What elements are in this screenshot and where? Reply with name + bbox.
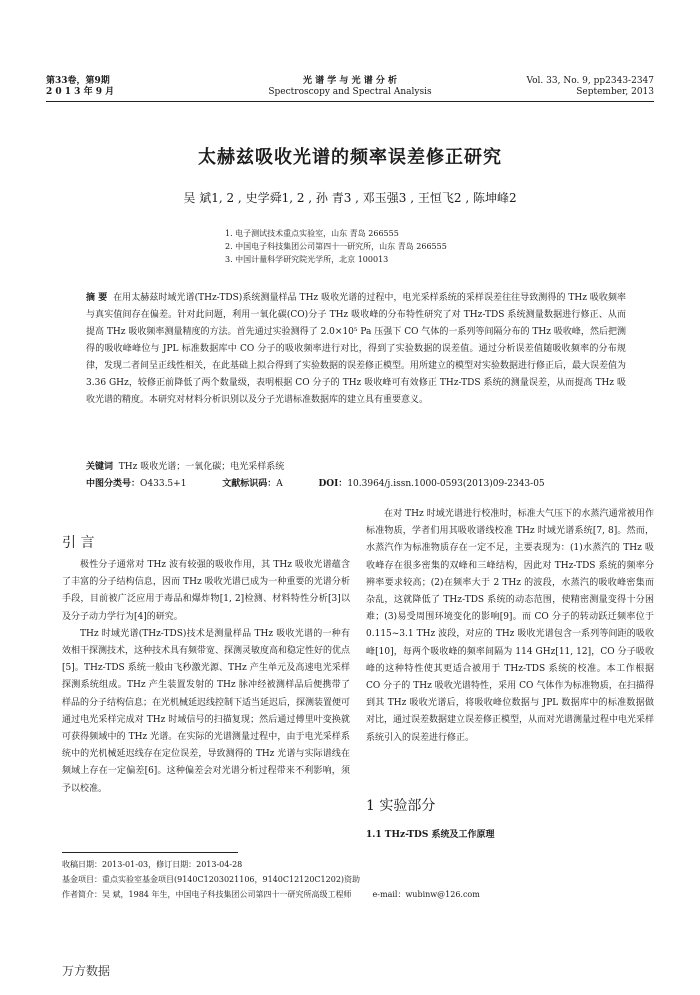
intro-heading: 引 言 (62, 535, 95, 551)
doc-code-value: A (276, 479, 283, 489)
section-1-heading: 1 实验部分 (366, 798, 436, 814)
intro-paragraph-2: THz 时域光谱(THz-TDS)技术是测量样品 THz 吸收光谱的一种有效相干探测技术，这种技术具有频带宽、探测灵敏度高和稳定性好的优点[5]。THz-TDS 系统一般由飞秒激光源、THz 产生单元及高速电光采样探测系统组成。THz 产生装置发射的 THz 脉冲经被测样品后便携带了样品的分子结构信息；在光机械延迟线控制下适当延迟后，探测装置便可通过电光采样完成对 THz 时域信号的扫描复现；然后通过傅里叶变换就可获得频域中的 THz 光谱。在实际的光谱测量过程中，由于电光采样系统中的光机械延迟线存在定位误差，导致测得的 THz 光谱与实际谱线在频域上存在一定偏差[6]。这种偏差会对光谱分析过程带来不利影响，须予以校准。 (62, 628, 351, 794)
subsection-1-1-heading: 1.1 THz-TDS 系统及工作原理 (366, 830, 495, 840)
intro-paragraph-3: 在对 THz 时域光谱进行校准时，标准大气压下的水蒸汽通常被用作标准物质，学者们用其吸收谱线校准 THz 时域光谱系统[7, 8]。然而，水蒸汽作为标准物质存在一定不足，主要表现为：(1)水蒸汽的 THz 吸收峰存在很多密集的双峰和三峰结构，因此对 THz-TDS 系统的频率分辨率要求较高；(2)在频率大于 2 THz 的波段，水蒸汽的吸收峰密集而杂乱，这就降低了 THz-TDS 系统的动态范围，使精密测量变得十分困难；(3)易受周围环境变化的影响[9]。而 CO 分子的转动跃迁频率位于 0.115~3.1 THz 波段，对应的 THz 吸收光谱包含一系列等间距的吸收峰[10]，每两个吸收峰的频率间隔为 114 GHz[11, 12]，CO 分子吸收峰的这种特性使其更适合被用于 THz-TDS 系统的校准。本工作根据 CO 分子的 THz 吸收光谱特性，采用 CO 气体作为标准物质，在扫描得到其 THz 吸收光谱后，将吸收峰位数据与 JPL 数据库中的标准数据做对比，通过误差数据建立误差修正模型，从而对光谱测量过程中电光采样系统引入的误差进行修正。 (366, 509, 655, 743)
footnote-rule (62, 852, 238, 853)
journal-pages (526, 76, 654, 98)
author-list: 吴 斌1, 2 , 史学舜1, 2 , 孙 青3 , 邓玉强3 , 王恒飞2 , 陈坤峰2 (183, 191, 517, 205)
footnote-author-bio: 作者简介：吴 斌，1984 年生，中国电子科技集团公司第四十一研究所高级工程师 (62, 890, 352, 899)
footnotes (62, 857, 662, 902)
abstract-text: 在用太赫兹时域光谱(THz-TDS)系统测量样品 THz 吸收光谱的过程中，电光采样系统的采样误差往往导致测得的 THz 吸收频率与真实值间存在偏差。针对此问题，利用一氧化碳(CO)分子 THz 吸收峰的分布特性研究了对 THz-TDS 系统测量数据进行修正、从而提高 THz 吸收频率测量精度的方法。首先通过实验测得了 2.0×10⁵ Pa 压强下 CO 气体的一系列等间隔分布的 THz 吸收峰，然后把测得的吸收峰峰位与 JPL 标准数据库中 CO 分子的吸收频率进行对比，得到了实验数据的误差值。通过分析误差值随吸收频率的分布规律，发现二者间呈正线性相关，在此基础上拟合得到了实验数据的误差修正模型。用所建立的模型对实验数据进行修正后，最大误差值为 3.36 GHz，较修正前降低了两个数量级，表明根据 CO 分子的 THz 吸收峰可有效修正 THz-TDS 系统的测量误差，从而提高 THz 吸收光谱的精度。本研究对材料分析识别以及分子光谱标准数据库的建立具有重要意义。 (86, 293, 627, 405)
right-column (366, 506, 654, 747)
clc-label: 中图分类号： (86, 479, 141, 489)
doc-code-label: 文献标识码： (222, 479, 277, 489)
affiliation-3: 3. 中国计量科学研究院光学所，北京 100013 (225, 255, 389, 264)
intro-paragraph-1: 极性分子通常对 THz 波有较强的吸收作用，其 THz 吸收光谱蕴含了丰富的分子结构信息，因而 THz 吸收光谱已成为一种重要的光谱分析手段，目前被广泛应用于毒品和爆炸物[1, 2]检测、材料特性分析[3]以及分子动力学行为[4]的研究。 (62, 560, 350, 622)
footnote-received: 收稿日期：2013-01-03，修订日期：2013-04-28 (62, 860, 243, 869)
left-column (62, 557, 350, 798)
clc-value: O433.5+1 (140, 479, 187, 489)
affiliation-2: 2. 中国电子科技集团公司第四十一研究所，山东 青岛 266555 (225, 242, 447, 251)
keywords-label: 关键词 (86, 462, 114, 472)
footnote-email: e-mail：wubinw@126.com (372, 890, 480, 899)
header-volume: 第33卷，第9期 (46, 76, 110, 86)
footnote-fund: 基金项目：重点实验室基金项目(9140C1203021106，9140C12120C1202)资助 (62, 875, 361, 884)
journal-name-chinese: 光 谱 学 与 光 谱 分 析 (303, 76, 397, 86)
keywords (86, 459, 626, 476)
affiliation-list (225, 227, 447, 266)
journal-name-english: Spectroscopy and Spectral Analysis (268, 87, 432, 97)
classification-line (86, 476, 646, 493)
header-rule (46, 101, 654, 102)
abstract (86, 290, 626, 409)
keywords-text: THz 吸收光谱；一氧化碳；电光采样系统 (118, 462, 285, 472)
header-month: September, 2013 (576, 87, 654, 97)
abstract-label: 摘 要 (86, 293, 108, 303)
doi-value: 10.3964/j.issn.1000-0593(2013)09-2343-05 (347, 479, 545, 489)
footnote-author (62, 887, 662, 902)
header-date: 2 0 1 3 年 9 月 (46, 87, 115, 97)
affiliation-1: 1. 电子测试技术重点实验室，山东 青岛 266555 (225, 229, 399, 238)
watermark: 万方数据 (62, 964, 111, 978)
doi-label: DOI： (318, 479, 348, 489)
header-vol-pages: Vol. 33, No. 9, pp2343-2347 (526, 76, 654, 86)
article-title: 太赫兹吸收光谱的频率误差修正研究 (198, 147, 502, 168)
